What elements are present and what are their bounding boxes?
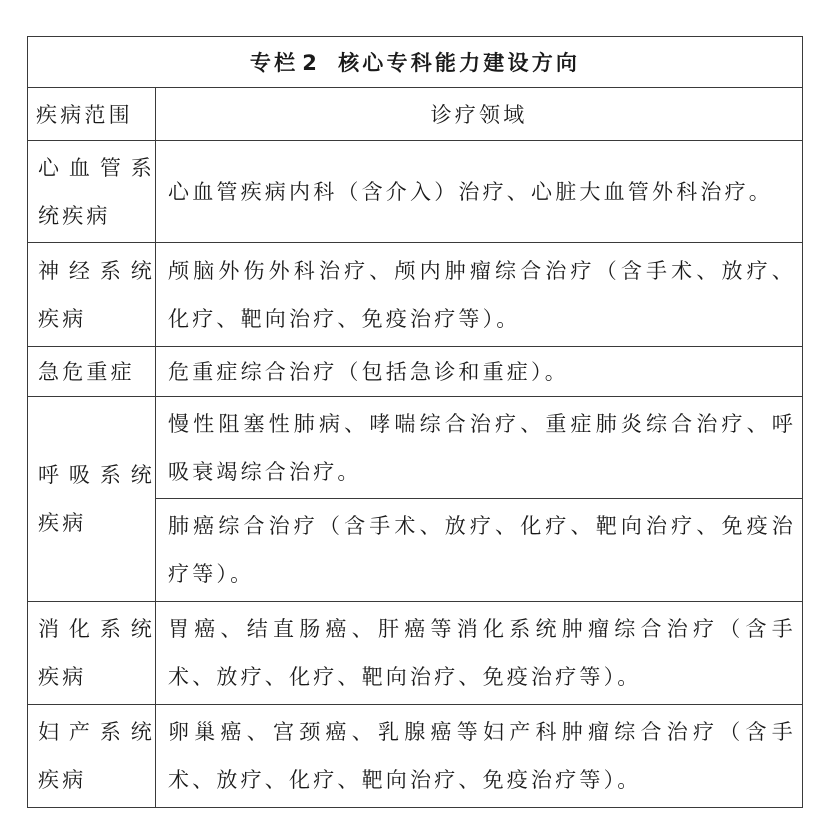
- header-disease: 疾病范围: [28, 88, 156, 141]
- area-cell: 心血管疾病内科（含介入）治疗、心脏大血管外科治疗。: [156, 141, 803, 243]
- table-title: [28, 37, 803, 88]
- disease-cell: 心血管系统疾病: [28, 141, 156, 243]
- table-row: [28, 243, 803, 347]
- table-row: [28, 705, 803, 808]
- title-row: [28, 37, 803, 88]
- disease-cell: 急危重症: [28, 347, 156, 397]
- title-number: 2: [302, 51, 321, 75]
- disease-cell: 消化系统疾病: [28, 602, 156, 705]
- table-row: [28, 397, 803, 499]
- area-cell: 颅脑外伤外科治疗、颅内肿瘤综合治疗（含手术、放疗、化疗、靶向治疗、免疫治疗等）。: [156, 243, 803, 347]
- area-cell: 胃癌、结直肠癌、肝癌等消化系统肿瘤综合治疗（含手术、放疗、化疗、靶向治疗、免疫治疗等）。: [156, 602, 803, 705]
- area-cell: 卵巢癌、宫颈癌、乳腺癌等妇产科肿瘤综合治疗（含手术、放疗、化疗、靶向治疗、免疫治疗等）。: [156, 705, 803, 808]
- disease-cell: 神经系统疾病: [28, 243, 156, 347]
- title-text: 核心专科能力建设方向: [338, 51, 581, 75]
- header-area: 诊疗领域: [156, 88, 803, 141]
- specialty-table: [27, 36, 803, 808]
- disease-cell: 呼吸系统疾病: [28, 397, 156, 602]
- table-row: [28, 141, 803, 243]
- title-prefix: 专栏: [249, 51, 299, 75]
- disease-cell: 妇产系统疾病: [28, 705, 156, 808]
- area-cell: 危重症综合治疗（包括急诊和重症）。: [156, 347, 803, 397]
- table-row: [28, 347, 803, 397]
- area-cell: 慢性阻塞性肺病、哮喘综合治疗、重症肺炎综合治疗、呼吸衰竭综合治疗。: [156, 397, 803, 499]
- table-row: [28, 602, 803, 705]
- area-cell: 肺癌综合治疗（含手术、放疗、化疗、靶向治疗、免疫治疗等）。: [156, 499, 803, 602]
- header-row: [28, 88, 803, 141]
